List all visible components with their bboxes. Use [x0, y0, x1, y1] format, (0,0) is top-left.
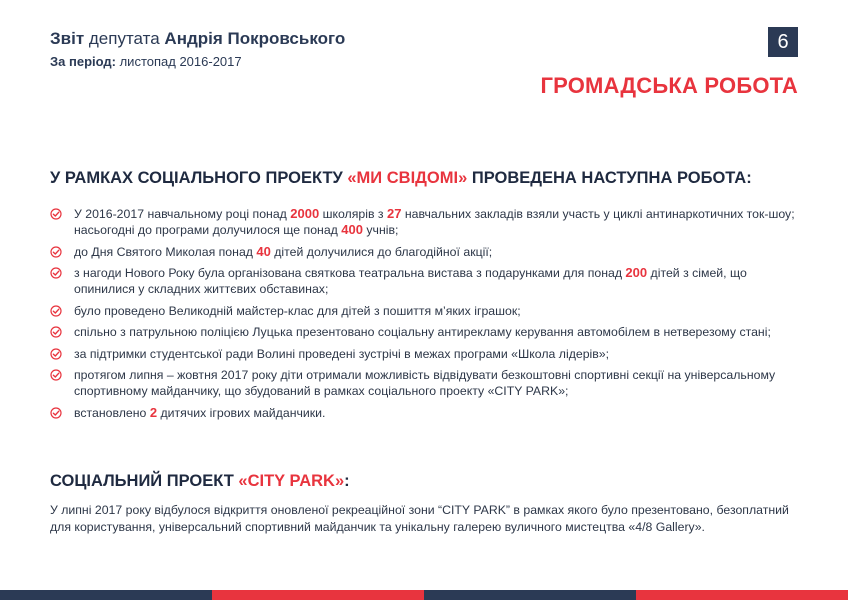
item-text: було проведено Великодній майстер-клас для дітей з пошиття м’яких іграшок;: [74, 303, 521, 318]
footer-stripe: [212, 590, 424, 600]
list-item: [50, 244, 800, 260]
item-text: встановлено: [74, 405, 150, 420]
section-title: ГРОМАДСЬКА РОБОТА: [540, 73, 798, 98]
project-heading-mi-svidomi: [50, 169, 752, 188]
highlight-number: 27: [386, 206, 402, 221]
check-circle-icon: [50, 305, 62, 317]
item-text: з нагоди Нового Року була організована святкова театральна вистава з подарунками для понад: [74, 266, 626, 280]
item-text: протягом липня – жовтня 2017 року діти отримали можливість відвідувати безкоштовні спортивні секції на універсальному спортивному майданчику, що збудований в рамках соціального проекту «CITY PARK»;: [74, 368, 776, 398]
item-text: за підтримки студентської ради Волині проведені зустрічі в межах програми «Школа лідерів»;: [74, 346, 610, 361]
heading-accent: «МИ СВІДОМІ»: [347, 169, 468, 187]
project-heading-city-park: [50, 472, 350, 491]
deputy-name: Андрія Покровського: [164, 29, 346, 48]
highlight-number: 40: [256, 243, 271, 259]
item-text: спільно з патрульною поліцією Луцька презентовано соціальну антирекламу керування автомобілем в нетверезому стані;: [74, 325, 771, 339]
work-list: [50, 206, 800, 426]
item-text: навчальних закладів взяли участь у циклі антинаркотичних ток-шоу; насьогодні до програми долучилося ще понад: [74, 207, 795, 237]
check-circle-icon: [50, 407, 62, 419]
list-item: [50, 346, 800, 362]
check-circle-icon: [50, 369, 62, 381]
highlight-number: 2: [149, 404, 158, 420]
list-item: [50, 265, 800, 297]
heading-text: СОЦІАЛЬНИЙ ПРОЕКТ: [50, 472, 239, 490]
heading-text-end: ПРОВЕДЕНА НАСТУПНА РОБОТА:: [467, 169, 752, 187]
report-period: [50, 54, 242, 69]
highlight-number: 400: [341, 222, 363, 237]
check-circle-icon: [50, 326, 62, 338]
highlight-number: 2000: [290, 206, 320, 221]
highlight-number: 200: [625, 265, 648, 280]
city-park-paragraph: У липні 2017 року відбулося відкриття оновленої рекреаційної зони “CITY PARK” в рамках якого було презентовано, безоплатний для користування, універсальний спортивний майданчик та унікальну галерею вуличного мистецтва «4/8 Gallery».: [50, 503, 789, 534]
page-number: 6: [768, 27, 798, 57]
item-text: до Дня Святого Миколая понад: [74, 244, 257, 259]
check-circle-icon: [50, 348, 62, 360]
period-label: За період:: [50, 54, 116, 69]
list-item: [50, 206, 800, 238]
item-text: учнів;: [362, 223, 399, 237]
check-circle-icon: [50, 246, 62, 258]
item-text: школярів з: [319, 207, 387, 221]
period-value: листопад 2016-2017: [115, 54, 242, 69]
report-title-mid: депутата: [84, 29, 165, 48]
report-title-bold: Звіт: [50, 29, 85, 48]
item-text: У 2016-2017 навчальному році понад: [74, 207, 291, 221]
item-text: дитячих ігрових майданчики.: [157, 405, 326, 420]
check-circle-icon: [50, 208, 62, 220]
item-text: дітей долучилися до благодійної акції;: [270, 244, 493, 259]
footer-stripe: [0, 590, 212, 600]
heading-text: У РАМКАХ СОЦІАЛЬНОГО ПРОЕКТУ: [50, 169, 348, 187]
footer-stripe: [424, 590, 636, 600]
list-item: [50, 367, 800, 399]
heading-accent: «CITY PARK»: [238, 472, 345, 490]
check-circle-icon: [50, 267, 62, 279]
heading-text-end: :: [344, 472, 350, 490]
list-item: [50, 324, 800, 340]
list-item: [50, 303, 800, 319]
item-text: дітей з сімей, що опинилися у складних життєвих обставинах;: [74, 266, 747, 296]
list-item: [50, 405, 800, 421]
footer-stripe: [636, 590, 848, 600]
footer-bar: [0, 590, 848, 600]
report-title: [50, 29, 345, 49]
